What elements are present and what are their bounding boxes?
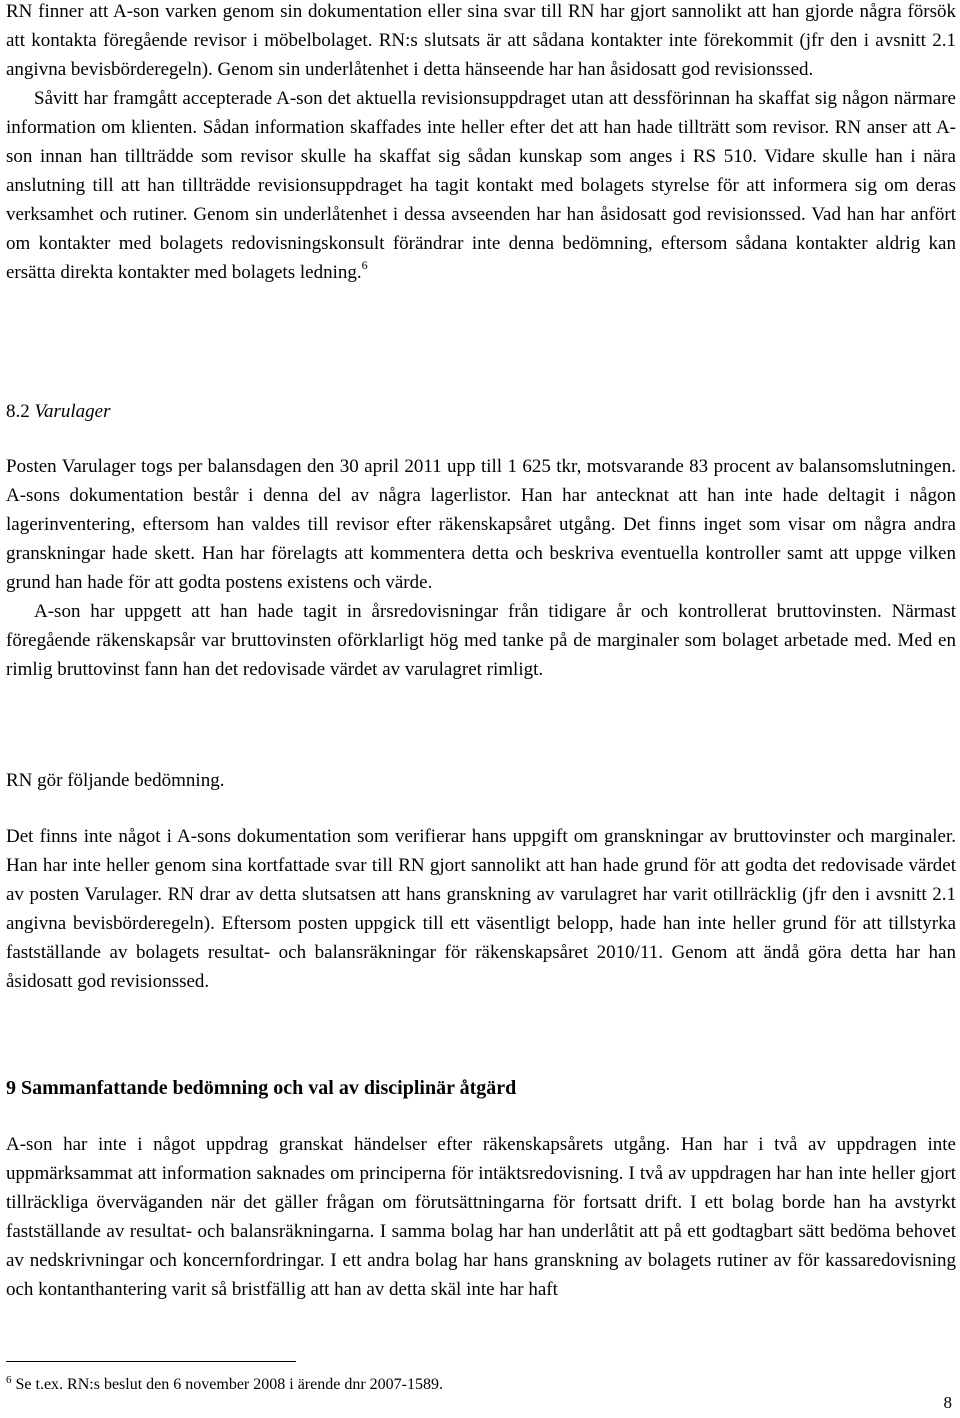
paragraph-rn-assessment-intro: RN gör följande bedömning.	[6, 770, 225, 791]
body-text-assessment	[6, 822, 956, 996]
paragraph-varulager-facts: Posten Varulager togs per balansdagen den 30 april 2011 upp till 1 625 tkr, motsvarande 83 procent av balansomslutningen. A-sons dokumentation består i denna del av några lagerlistor. Han har antecknat att han inte hade deltagit i någon lagerinventering, eftersom han valdes till revisor efter räkenskapsåret utgång. Det finns inget som visar om några andra granskningar hade skett. Han har förelagts att kommentera detta och beskriva eventuella kontroller samt att uppge vilken grund han hade för att godta postens existens och värde.	[6, 456, 956, 593]
paragraph-previous-contact: RN finner att A-son varken genom sin dokumentation eller sina svar till RN har gjort sannolikt att han gjorde några försök att kontakta föregående revisor i möbelbolaget. RN:s slutsats är att sådana kontakter inte förekommit (jfr den i avsnitt 2.1 angivna bevisbörderegeln). Genom sin underlåtenhet i detta hänseende har han åsidosatt god revisionssed.	[6, 1, 956, 80]
footnote-text: Se t.ex. RN:s beslut den 6 november 2008 i ärende dnr 2007-1589.	[15, 1376, 443, 1393]
section-title: Varulager	[34, 401, 111, 422]
footnote	[6, 1374, 443, 1396]
body-text-summary	[6, 1130, 956, 1304]
section-heading-8-2	[6, 397, 111, 426]
section-number: 8.2	[6, 401, 30, 422]
paragraph-summary: A-son har inte i något uppdrag granskat händelser efter räkenskapsårets utgång. Han har i två av uppdragen inte uppmärksammat att information saknades om principerna för intäktsredovisning. I två av uppdragen har han inte heller gjort tillräckliga överväganden när det gäller frågan om förutsättningarna för fortsatt drift. I ett bolag borde han ha avstyrkt fastställande av resultat- och balansräkningarna. I samma bolag har han underlåtit att på ett godtagbart sätt bedöma behovet av nedskrivningar och koncernfordringar. I ett andra bolag har hans granskning av bolagets rutiner av för kassaredovisning och kontanthantering varit så bristfällig att han av detta skäl inte har haft	[6, 1134, 956, 1300]
paragraph-client-information-text: Såvitt har framgått accepterade A-son det aktuella revisionsuppdraget utan att dessförinnan ha skaffat sig någon närmare information om klienten. Sådan information skaffades inte heller efter det att han hade tillträtt som revisor. RN anser att A-son innan han tillträdde som revisor skulle ha skaffat sig sådan kunskap som anges i RS 510. Vidare skulle han i nära anslutning till att han tillträdde revisionsuppdraget ha tagit kontakt med bolagets styrelse för att informera sig om deras verksamhet och rutiner. Genom sin underlåtenhet i dessa avseenden har han åsidosatt god revisionssed. Vad han har anfört om kontakter med bolagets redovisningskonsult förändrar inte denna bedömning, eftersom sådana kontakter aldrig kan ersätta direkta kontakter med bolagets ledning.	[6, 88, 956, 283]
page-number: 8	[943, 1393, 952, 1412]
section-heading-9: 9 Sammanfattande bedömning och val av disciplinär åtgärd	[6, 1077, 517, 1099]
body-text-varulager	[6, 452, 956, 684]
body-text-top	[6, 0, 956, 287]
paragraph-client-information	[6, 84, 956, 287]
paragraph-varulager-assessment: Det finns inte något i A-sons dokumentation som verifierar hans uppgift om granskningar av bruttovinster och marginaler. Han har inte heller genom sina kortfattade svar till RN gjort sannolikt att han hade grund för att godta det redovisade värdet av posten Varulager. RN drar av detta slutsatsen att hans granskning av varulagret har varit otillräcklig (jfr den i avsnitt 2.1 angivna bevisbörderegeln). Eftersom posten uppgick till ett väsentligt belopp, hade han inte heller grund för att tillstyrka fastställande av bolagets resultat- och balansräkningar för räkenskapsåret 2010/11. Genom att ändå göra detta har han åsidosatt god revisionssed.	[6, 826, 956, 992]
footnote-divider	[6, 1361, 296, 1362]
footnote-number: 6	[6, 1374, 12, 1386]
paragraph-varulager-response: A-son har uppgett att han hade tagit in årsredovisningar från tidigare år och kontrollerat bruttovinsten. Närmast föregående räkenskapsår var bruttovinsten oförklarligt hög med tanke på de marginaler som bolaget arbetade med. Med en rimlig bruttovinst fann han det redovisade värdet av varulagret rimligt.	[6, 601, 956, 680]
footnote-reference[interactable]: 6	[361, 258, 368, 272]
